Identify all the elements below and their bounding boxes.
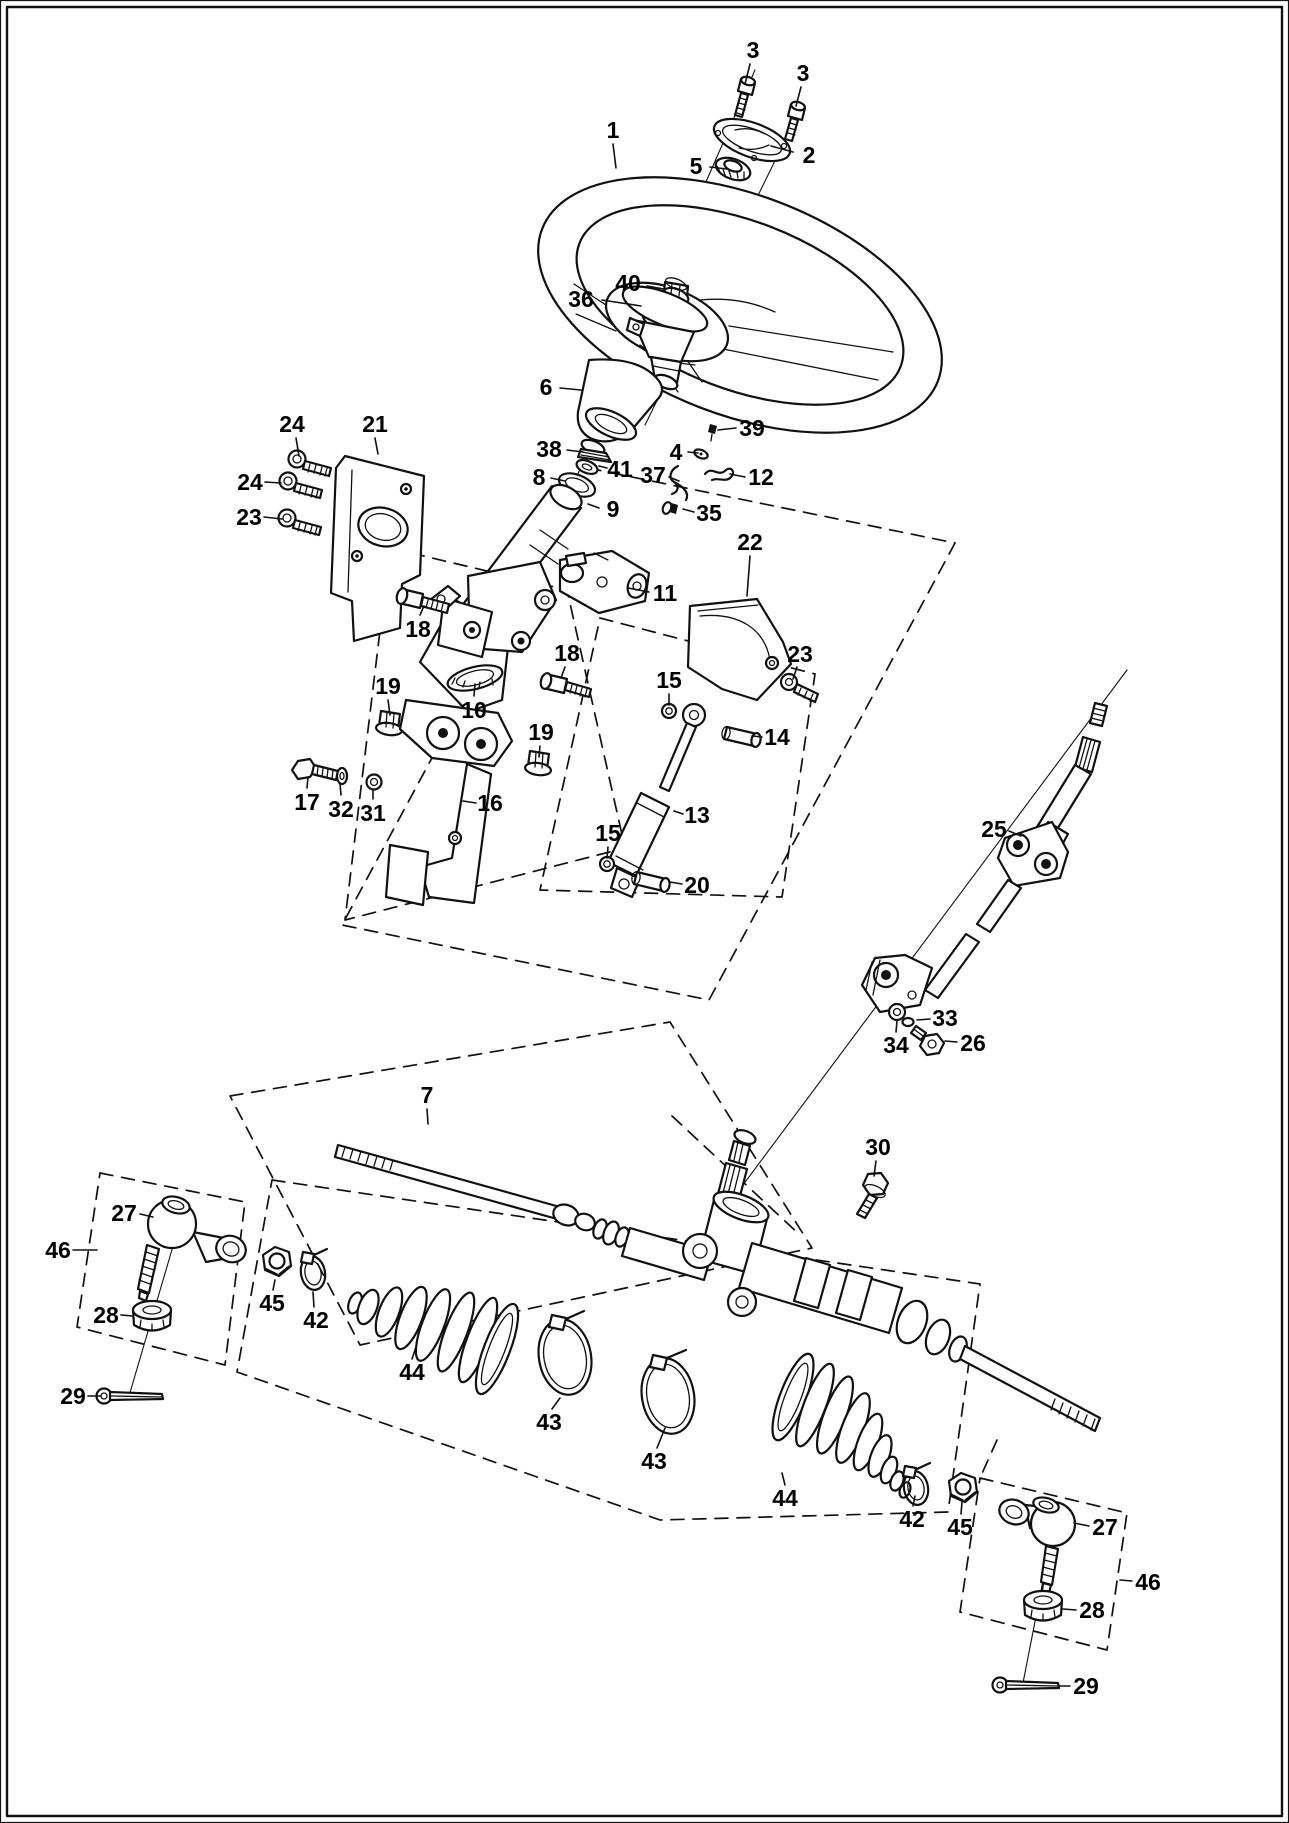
leader-line-39-8 — [718, 428, 736, 430]
part-label-8-15: 8 — [532, 464, 546, 490]
part-label-21-18: 21 — [362, 411, 388, 437]
part-label-2-2: 2 — [802, 142, 816, 168]
part-label-33-39: 33 — [932, 1005, 958, 1031]
part-label-46-45: 46 — [45, 1237, 71, 1263]
washer-31 — [367, 775, 382, 790]
part-label-29-59: 29 — [1073, 1673, 1099, 1699]
part-label-1-4: 1 — [606, 117, 620, 143]
part-label-18-32: 18 — [554, 640, 580, 666]
part-label-26-41: 26 — [960, 1030, 986, 1056]
leader-line-34-40 — [896, 1021, 897, 1032]
nut-19a — [375, 711, 402, 737]
clamp-42-left — [298, 1249, 328, 1292]
part-label-24-20: 24 — [237, 469, 263, 495]
ignition-switch — [560, 551, 650, 613]
part-label-45-55: 45 — [947, 1514, 973, 1540]
part-label-3-1: 3 — [796, 60, 810, 86]
leader-line-19-25 — [539, 746, 540, 757]
part-label-37-10: 37 — [640, 462, 666, 488]
leader-line-43-50 — [552, 1398, 560, 1409]
group-boxes — [77, 468, 1127, 1650]
leader-line-33-39 — [917, 1019, 930, 1020]
part-label-22-30: 22 — [737, 529, 763, 555]
leader-line-10-24 — [474, 684, 475, 696]
leader-line-1-4 — [613, 144, 616, 168]
part-label-39-8: 39 — [739, 415, 765, 441]
part-label-36-6: 36 — [568, 286, 594, 312]
screw-23b — [781, 674, 818, 702]
part-label-27-56: 27 — [1092, 1514, 1118, 1540]
nut-45-left — [263, 1247, 291, 1276]
rack-boot-right — [764, 1349, 912, 1499]
part-label-29-47: 29 — [60, 1383, 86, 1409]
pin-20 — [631, 871, 671, 893]
rack-boot-left — [345, 1283, 526, 1398]
part-label-13-35: 13 — [684, 802, 710, 828]
bolt-30 — [857, 1173, 888, 1218]
leader-line-20-37 — [670, 882, 682, 884]
washer-34 — [889, 1004, 905, 1020]
leader-line-17-27 — [307, 777, 308, 788]
tie-rod-end-right — [996, 1495, 1075, 1593]
part-label-3-0: 3 — [746, 37, 760, 63]
part-label-15-36: 15 — [595, 820, 621, 846]
part-label-19-23: 19 — [375, 673, 401, 699]
leader-line-46-57 — [1120, 1580, 1132, 1581]
part-label-15-33: 15 — [656, 667, 682, 693]
cotter-pin-29-right — [993, 1678, 1060, 1693]
part-label-43-50: 43 — [536, 1409, 562, 1435]
leader-line-28-46 — [121, 1315, 133, 1316]
part-label-42-54: 42 — [899, 1506, 925, 1532]
part-label-34-40: 34 — [883, 1032, 909, 1058]
bolt-18b — [539, 672, 591, 697]
part-label-28-46: 28 — [93, 1302, 119, 1328]
clip-37 — [671, 466, 688, 500]
part-label-28-58: 28 — [1079, 1597, 1105, 1623]
clamp-43b — [636, 1350, 700, 1438]
part-label-20-37: 20 — [684, 872, 710, 898]
part-label-12-11: 12 — [748, 464, 774, 490]
screw-24a — [289, 451, 332, 477]
part-label-25-38: 25 — [981, 816, 1007, 842]
part-label-45-48: 45 — [259, 1290, 285, 1316]
part-label-40-5: 40 — [615, 270, 641, 296]
leader-line-6-7 — [560, 388, 581, 390]
cap-nut-28-left — [133, 1301, 171, 1331]
nut-45-right — [949, 1473, 977, 1502]
leader-line-27-56 — [1074, 1523, 1089, 1526]
part-label-6-7: 6 — [539, 374, 553, 400]
leader-line-9-16 — [588, 504, 599, 508]
part-label-30-43: 30 — [865, 1134, 891, 1160]
part-label-19-25: 19 — [528, 719, 554, 745]
part-label-16-26: 16 — [477, 790, 503, 816]
screw-39 — [708, 424, 717, 441]
part-label-44-53: 44 — [399, 1359, 425, 1385]
wire-12 — [705, 469, 733, 480]
leader-line-14-34 — [752, 736, 762, 737]
part-label-44-52: 44 — [772, 1485, 798, 1511]
steering-rack — [335, 1127, 1100, 1431]
part-label-43-51: 43 — [641, 1448, 667, 1474]
leader-line-42-49 — [313, 1292, 314, 1307]
part-label-32-28: 32 — [328, 796, 354, 822]
leader-line-45-48 — [273, 1280, 275, 1290]
leader-line-21-18 — [375, 438, 378, 454]
bolt-17 — [292, 759, 338, 780]
cap-nut-28-right — [1024, 1591, 1062, 1621]
leader-line-41-14 — [599, 466, 607, 468]
oring-15b — [600, 857, 614, 871]
leader-line-22-30 — [747, 556, 750, 596]
steering-wheel-nut — [713, 153, 754, 184]
leader-line-4-9 — [688, 452, 698, 453]
part-label-42-49: 42 — [303, 1307, 329, 1333]
part-label-41-14: 41 — [607, 456, 633, 482]
part-label-38-13: 38 — [536, 436, 562, 462]
screw-23a — [279, 510, 322, 536]
leader-line-7-42 — [427, 1109, 428, 1124]
damper-13 — [608, 704, 705, 897]
cotter-pin-29-left — [97, 1389, 164, 1404]
part-label-4-9: 4 — [669, 439, 683, 465]
part-label-23-31: 23 — [787, 641, 813, 667]
leader-line-45-55 — [961, 1502, 962, 1514]
leader-line-26-41 — [945, 1041, 957, 1042]
part-label-11-17: 11 — [652, 580, 678, 606]
washer-4 — [693, 448, 709, 461]
part-label-23-21: 23 — [236, 504, 262, 530]
nut-19b — [524, 751, 551, 777]
leader-line-13-35 — [674, 811, 683, 814]
leader-line-28-58 — [1063, 1609, 1076, 1610]
part-label-17-27: 17 — [294, 789, 320, 815]
intermediate-shaft — [862, 703, 1107, 1012]
leader-line-44-52 — [782, 1473, 785, 1485]
part-label-5-3: 5 — [689, 153, 703, 179]
leader-line-15-36 — [607, 847, 608, 858]
part-label-35-12: 35 — [696, 500, 722, 526]
washer-32 — [337, 768, 347, 784]
part-label-10-24: 10 — [461, 697, 487, 723]
part-label-46-57: 46 — [1135, 1569, 1161, 1595]
part-label-14-34: 14 — [764, 724, 790, 750]
part-label-7-42: 7 — [420, 1082, 434, 1108]
column-cover-upper-21 — [331, 456, 424, 641]
oring-33 — [903, 1018, 914, 1026]
screw-24b — [280, 473, 323, 499]
clamp-43a — [533, 1311, 597, 1399]
column-cover-lower-22 — [688, 599, 791, 700]
leader-line-18-32 — [561, 667, 565, 678]
screw-35 — [661, 501, 678, 515]
tie-rod-end-left — [138, 1194, 250, 1301]
part-label-31-29: 31 — [360, 800, 386, 826]
column-boss-6 — [578, 359, 662, 446]
leader-line-35-12 — [683, 509, 694, 512]
part-label-18-22: 18 — [405, 616, 431, 642]
leader-line-32-28 — [340, 783, 341, 795]
part-label-9-16: 9 — [606, 496, 620, 522]
part-label-24-19: 24 — [279, 411, 305, 437]
part-label-27-44: 27 — [111, 1200, 137, 1226]
oring-15a — [662, 704, 676, 718]
leader-line-24-20 — [265, 482, 281, 483]
